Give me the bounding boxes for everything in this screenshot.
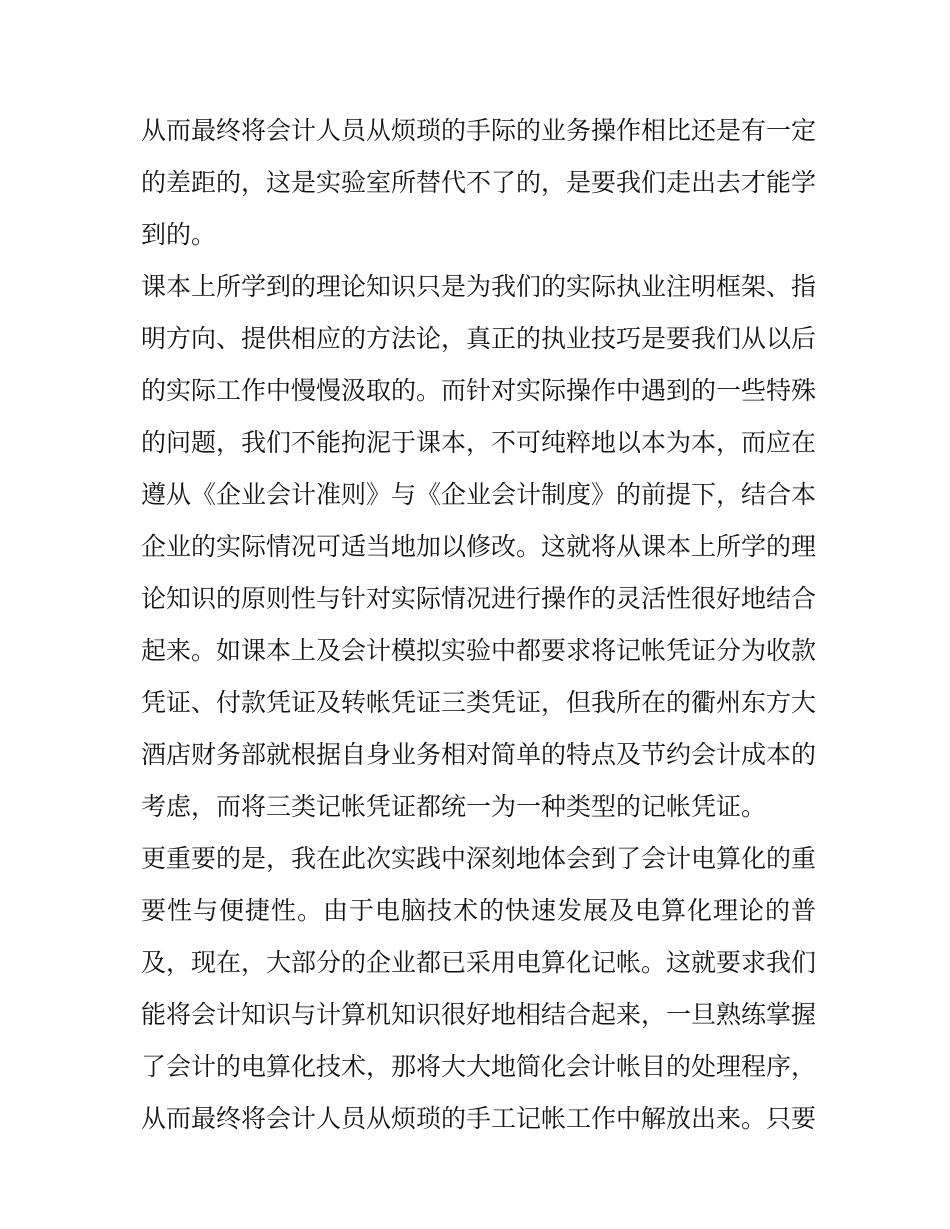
body-text [141,105,816,1145]
text-line: 明方向、提供相应的方法论，真正的执业技巧是要我们从以后 [141,324,817,353]
text-line: 能将会计知识与计算机知识很好地相结合起来，一旦熟练掌握 [141,1000,817,1029]
text-line: 论知识的原则性与针对实际情况进行操作的灵活性很好地结合 [141,584,817,613]
text-line: 起来。如课本上及会计模拟实验中都要求将记帐凭证分为收款 [141,636,817,665]
text-line: 考虑，而将三类记帐凭证都统一为一种类型的记帐凭证。 [141,792,767,821]
text-line: 更重要的是，我在此次实践中深刻地体会到了会计电算化的重 [141,844,817,873]
text-line: 课本上所学到的理论知识只是为我们的实际执业注明框架、指 [141,272,817,301]
text-line: 要性与便捷性。由于电脑技术的快速发展及电算化理论的普 [141,896,816,925]
text-line: 的差距的，这是实验室所替代不了的，是要我们走出去才能学 [141,168,817,197]
text-line: 从而最终将会计人员从烦琐的手际的业务操作相比还是有一定 [141,116,817,145]
text-line: 的实际工作中慢慢汲取的。而针对实际操作中遇到的一些特殊 [141,376,817,405]
text-line: 凭证、付款凭证及转帐凭证三类凭证，但我所在的衢州东方大 [141,688,817,717]
text-line: 及，现在，大部分的企业都已采用电算化记帐。这就要求我们 [141,948,817,977]
text-line: 到的。 [141,220,217,249]
text-line: 了会计的电算化技术，那将大大地简化会计帐目的处理程序， [141,1052,817,1081]
text-line: 酒店财务部就根据自身业务相对简单的特点及节约会计成本的 [141,740,817,769]
text-line: 的问题，我们不能拘泥于课本，不可纯粹地以本为本，而应在 [141,428,817,457]
text-line: 企业的实际情况可适当地加以修改。这就将从课本上所学的理 [141,532,817,561]
text-line: 遵从《企业会计准则》与《企业会计制度》的前提下，结合本 [141,480,817,509]
text-line: 从而最终将会计人员从烦琐的手工记帐工作中解放出来。只要 [141,1104,817,1133]
